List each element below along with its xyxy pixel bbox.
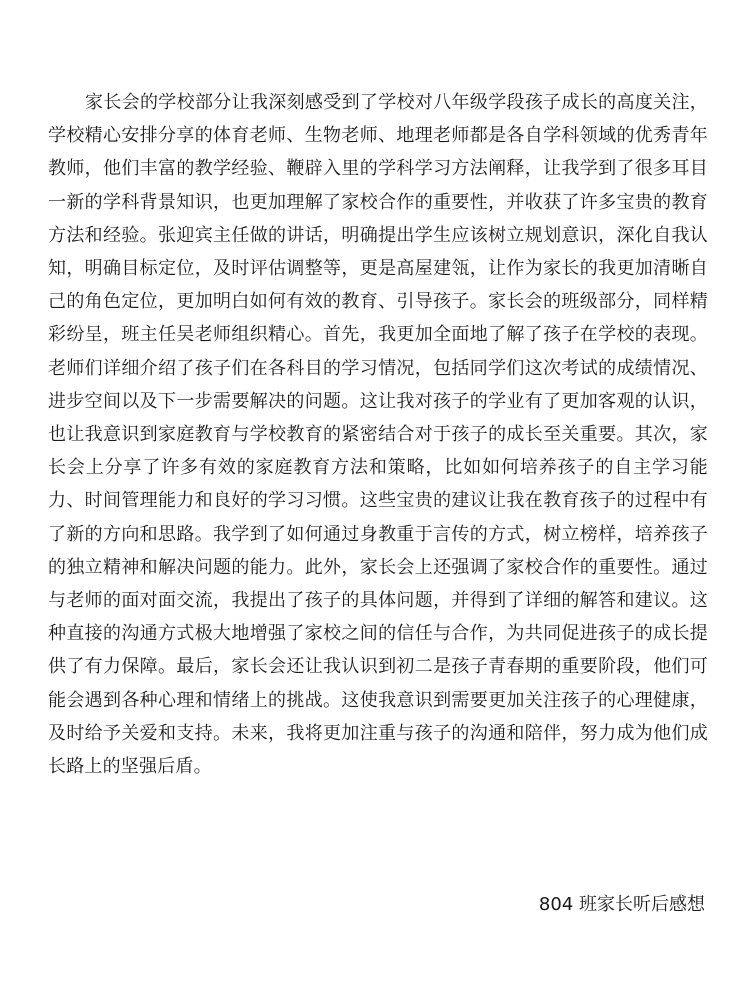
- signature-line: 804 班家长听后感想: [538, 894, 705, 915]
- essay-body-paragraph: 家长会的学校部分让我深刻感受到了学校对八年级学段孩子成长的高度关注，学校精心安排分享的体育老师、生物老师、地理老师都是各自学科领域的优秀青年教师，他们丰富的教学经验、鞭辟入里的学科学习方法阐释，让我学到了很多耳目一新的学科背景知识，也更加理解了家校合作的重要性，并收获了许多宝贵的教育方法和经验。张迎宾主任做的讲话，明确提出学生应该树立规划意识，深化自我认知，明确目标定位，及时评估调整等，更是高屋建瓴，让作为家长的我更加清晰自己的角色定位，更加明白如何有效的教育、引导孩子。家长会的班级部分，同样精彩纷呈，班主任吴老师组织精心。首先，我更加全面地了解了孩子在学校的表现。老师们详细介绍了孩子们在各科目的学习情况，包括同学们这次考试的成绩情况、进步空间以及下一步需要解决的问题。这让我对孩子的学业有了更加客观的认识，也让我意识到家庭教育与学校教育的紧密结合对于孩子的成长至关重要。其次，家长会上分享了许多有效的家庭教育方法和策略，比如如何培养孩子的自主学习能力、时间管理能力和良好的学习习惯。这些宝贵的建议让我在教育孩子的过程中有了新的方向和思路。我学到了如何通过身教重于言传的方式，树立榜样，培养孩子的独立精神和解决问题的能力。此外，家长会上还强调了家校合作的重要性。通过与老师的面对面交流，我提出了孩子的具体问题，并得到了详细的解答和建议。这种直接的沟通方式极大地增强了家校之间的信任与合作，为共同促进孩子的成长提供了有力保障。最后，家长会还让我认识到初二是孩子青春期的重要阶段，他们可能会遇到各种心理和情绪上的挑战。这使我意识到需要更加关注孩子的心理健康，及时给予关爱和支持。未来，我将更加注重与孩子的沟通和陪伴，努力成为他们成长路上的坚强后盾。: [48, 92, 708, 778]
